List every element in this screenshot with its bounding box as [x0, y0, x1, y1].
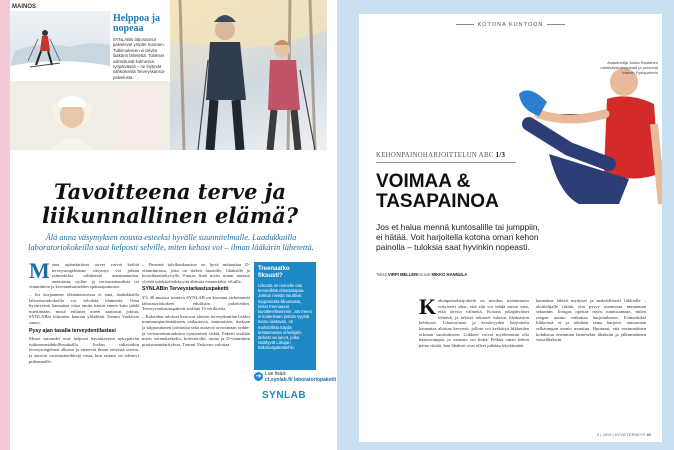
- title-line: VOIMAA &: [376, 171, 471, 192]
- article-lead: Älä anna väsymyksen nousta esteeksi hyvälle suunnitelmalle. Laadukkailla laboratoriokokeilla saat helposti selville, miten kehosi voi – ilman lääkärin lähetettä.: [28, 233, 314, 252]
- info-box-text: Liikunta on monelle osa terveellistä elämäntapaa. Joskus meistä nauttivat teppoisesta liikunnasta, toiset treenaavat tavoitteellisemmin. Jos treeni ei kuitenkaan jostain syystä tunnu luistavan, on mahdollista käydä testaamassa urheilijalle tärkeät veriarvot, jotka sisältyvät Liikujan tutkimuspaketteihin.: [258, 283, 312, 351]
- article-lead: Jos et halua mennä kuntosalille tai jumppiin, ei hätää. Voit harjoitella kotona oman kehon painolla – tuloksia saat hyvinkin nopeasti.: [376, 222, 540, 252]
- paragraph: onet epämääräiset oireet voivat kielitä terveysongelmista: väsymys voi johtua esimerkiksi vähäisestä unensaannista, anemiasta, sydän- ja verisuonitaudista tai vitamiinien ja kivennäisaineiden epätasapainosta.: [29, 262, 139, 290]
- section-kicker: KOTONA KUNTOON: [359, 22, 662, 28]
- credit-name: VIRPI MELLERI: [387, 272, 419, 277]
- skier-photo: [10, 11, 110, 81]
- paragraph: – Kokeiden tulokset kertovat yleisen terveydentilan lisäksi immuunipuolustukseen vaikuttavia, munuaisten, maksan ja kilpirauhasen toimintaa sekä auttavat arvioimaan sydän- ja verisuonisairauksien syntymisen riskiä. Paketti sisältää myös veremkeskeliö, kolesterolin, rauan ja D-vitamiinin pitoisuusmääritykset, Tommi Vaskivuo valottaa.: [142, 313, 250, 347]
- credit-label: Kuvat: [419, 272, 431, 277]
- arrow-right-icon: ➜: [255, 373, 262, 380]
- right-page: [337, 0, 674, 450]
- page-footer: 2 | 2019 | HYVÄ TERVEYS: [597, 432, 646, 437]
- logo-text: SYNLAB: [262, 390, 307, 401]
- helpoa-sidebar: [113, 14, 169, 80]
- right-sheet: [359, 14, 662, 442]
- subheading: Pysy ajan tasalla terveydentilastasi: [29, 327, 116, 334]
- article-title: [376, 172, 499, 212]
- series-number: 1/3: [495, 152, 506, 159]
- series-label: [376, 152, 505, 159]
- paragraph: Moset sairaudet ovat helposti havaittavissa nykypäivän tutkimusmahdollisuuksilla. Joskus vakavatkin terveysongelmat alkavat ja etenevät ilman erityisiä oireita, ja antavat varoitusmerkkejä vasta, kun sairaus on edennyt pidemmälle.: [29, 336, 139, 364]
- title-line: TASAPAINOA: [376, 191, 499, 212]
- info-box-heading: Treenaatko fiksusti?: [258, 266, 290, 279]
- credit-label: Teksti: [376, 272, 387, 277]
- ad-tag: MAINOS: [12, 4, 36, 10]
- subheading: SYNLABin Terveystarkastuspaketti: [142, 286, 229, 293]
- read-more[interactable]: [265, 371, 336, 383]
- credit-name: MIKKO HANNULA: [431, 272, 468, 277]
- read-more-prefix: Lue lisää:: [265, 371, 287, 377]
- paragraph: – Pimeinä talvikuukausina on hyvä mittauttaa D-vitamiinitaso, joka on tärkeä luustolle, lihaksille ja koordinaatiokyvylle. Puutos lisää myös muun muassa yleistä infektioherkkyyttä alttiutta esimerkiksi viluille.: [142, 262, 250, 284]
- synlab-logo: [262, 390, 306, 401]
- page-num: 49: [646, 432, 651, 437]
- paragraph: Yli 40 muassa toimiva SYNLAB on koonnut tärkeimmät laboratoriokokeet edullisiin paketteihin. Terveystarkastuspaketti sisältää 13 verikoetta.: [142, 294, 250, 312]
- dropcap: K: [419, 294, 437, 319]
- expert-caption: Asiantuntija Jukka Rautanen urheilufysioterapeutti ja personal trainer, Fysiopalvelu: [600, 60, 658, 75]
- article-title: Tavoitteena terve ja liikunnallinen elämä?: [41, 179, 299, 228]
- read-more-link[interactable]: ct.synlab.fi/ laboratoriopaketit: [265, 377, 337, 383]
- info-box: [254, 262, 316, 370]
- page-number: [597, 432, 651, 437]
- paragraph: ehonpainoharjoittelu on nerokas treenimuoto erityisesti siksi, että sitä voi tehdä missä vain, eikä tarvita välineitä. Kotona jokapäiväiset tehtävät ja arkiset askareet tukevat lihaksiston kehitystä. Lihasvoiman ja kestävyyden harjoittelu kannattaa aloittaa kevyesti, jolloin voi keskittyä liikkeiden oikeaan suoritukseen. Liikkeet voivat myöhemmin olla haastavampia, ja vastusta voi lisätä. Pelkkä oman kehon paino riittää, kun lihakset ovat olleet pitkään käyttämättä.: [419, 298, 529, 348]
- paragraph: kannattaa lähteä myöjiset ja mahdollisesti liikkeille – aloittelijalle riittää, että pysyy asennossa muutaman sekunnin. Jorugas opettaa myös tunnistamaan, miten rangan asento vaikuttaa harjoitukseen. Esimerkiksi liikkeissä ei ja tehdään sama harjoite, ainoastaan selkärangan asento muuttuu. Huomaat, että ensimmäinen kohdistuu enemmän lanneselän lihaksiin ja jälkimmäinen vatsalihaksiin.: [536, 298, 646, 343]
- left-column-2: [142, 262, 250, 349]
- right-column-2: [536, 298, 646, 345]
- dropcap: M: [29, 258, 50, 283]
- sidebar-heading: Helppoa ja nopeaa: [113, 13, 160, 34]
- woman-winter-photo: [10, 81, 170, 150]
- right-column-1: [419, 294, 529, 350]
- exercise-figure-photo: [509, 54, 662, 224]
- divider: [376, 162, 516, 163]
- sidebar-text: SYNLABin laboratoriot palvelevat ympäri Suomen. Tutkimukseen ei tarvita lääkärin lähetettä. Tulokset valmistuvat kolmessa työpäivässä – ne löytyvät sähköisestä Terveyskansio-palvelusta.: [113, 37, 166, 80]
- paragraph: – Jos korjaamme elämäntavoissa ei auta, laadukkailla laboratoriokokeilla voi selvittää tilannetta. Oma hyvinvointi kannattaa ottaa omiin käsiin ennen kuin jäädä miettimään, mistä erilaiset oireet saattavat johtua, SYNLABin kliininen kemian ylilääkäri Tommi Vaskivuo sanoo.: [29, 291, 139, 325]
- couple-skiing-photo: [170, 0, 327, 150]
- left-column-1: [29, 258, 139, 366]
- series-text: KEHONPAINOHARJOITTELUN ABC: [376, 152, 494, 159]
- byline: [376, 272, 467, 277]
